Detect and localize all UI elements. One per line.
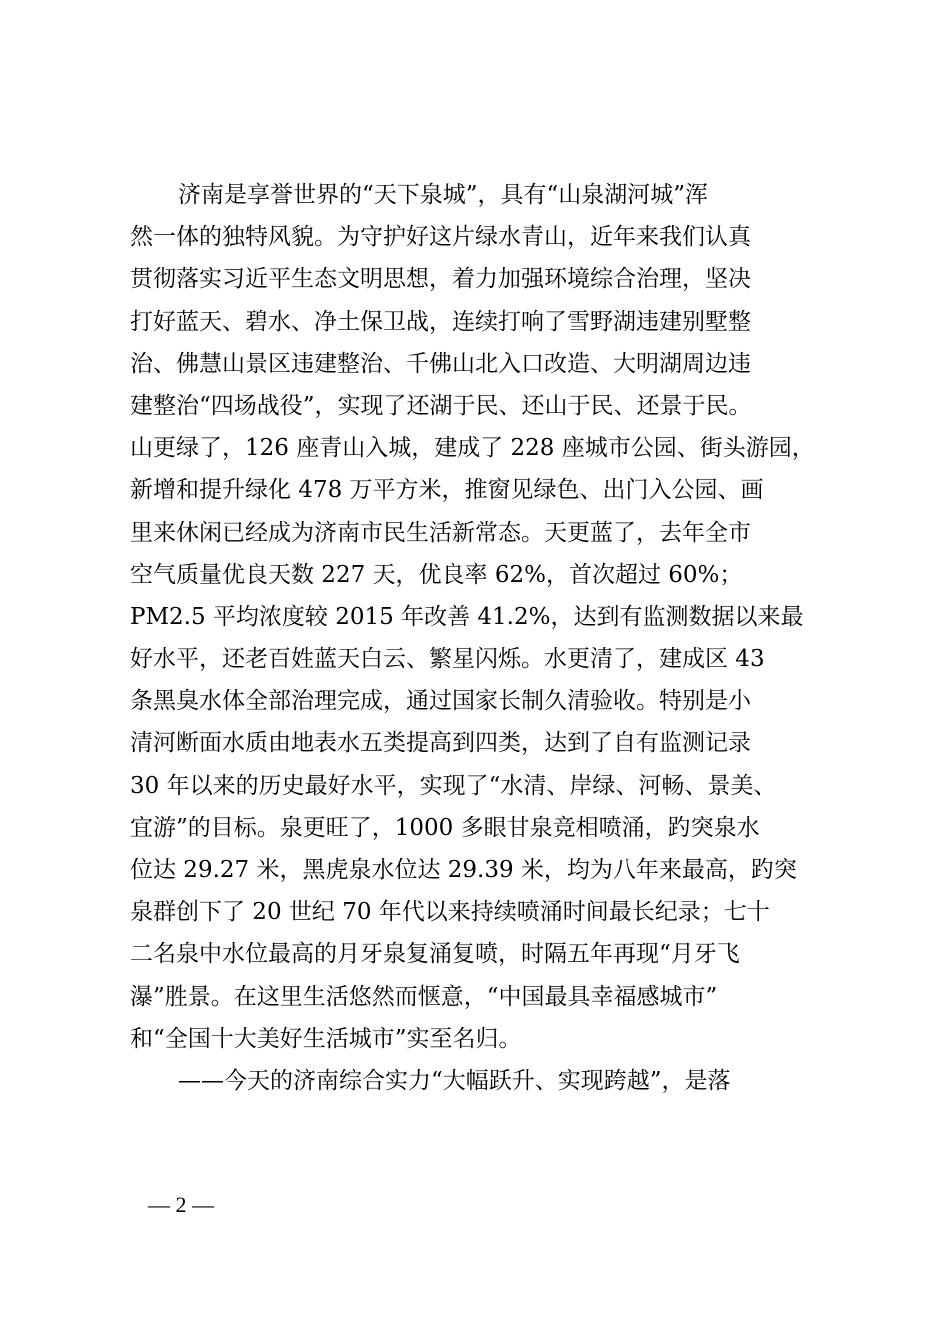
text-line: 好水平，还老百姓蓝天白云、繁星闪烁。水更清了，建成区 43	[130, 646, 765, 673]
text-line: 瀑”胜景。在这里生活悠然而惬意，“中国最具幸福感城市”	[130, 983, 718, 1010]
text-line: 宜游”的目标。泉更旺了，1000 多眼甘泉竞相喷涌，趵突泉水	[130, 814, 760, 841]
text-line: 和“全国十大美好生活城市”实至名归。	[130, 1025, 522, 1052]
text-line: 山更绿了，126 座青山入城，建成了 228 座城市公园、街头游园，	[130, 435, 815, 462]
text-line: 清河断面水质由地表水五类提高到四类，达到了自有监测记录	[130, 730, 751, 757]
text-line: 位达 29.27 米，黑虎泉水位达 29.39 米，均为八年来最高，趵突	[130, 857, 797, 883]
text-line: 新增和提升绿化 478 万平方米，推窗见绿色、出门入公园、画	[130, 477, 764, 504]
body-text	[130, 174, 850, 1102]
text-line: 建整治“四场战役”，实现了还湖于民、还山于民、还景于民。	[130, 392, 752, 419]
text-line: 济南是享誉世界的“天下泉城”，具有“山泉湖河城”浑	[178, 182, 709, 208]
text-line: 空气质量优良天数 227 天，优良率 62%，首次超过 60%；	[130, 561, 743, 588]
text-line: 贯彻落实习近平生态文明思想，着力加强环境综合治理，坚决	[130, 266, 751, 293]
text-line: 治、佛慧山景区违建整治、千佛山北入口改造、大明湖周边违	[130, 350, 751, 377]
text-line: 二名泉中水位最高的月牙泉复涌复喷，时隔五年再现“月牙飞	[130, 941, 740, 968]
text-line: 打好蓝天、碧水、净土保卫战，连续打响了雪野湖违建别墅整	[130, 308, 751, 335]
text-line: 里来休闲已经成为济南市民生活新常态。天更蓝了，去年全市	[130, 519, 751, 546]
text-line: PM2.5 平均浓度较 2015 年改善 41.2%，达到有监测数据以来最	[130, 603, 804, 630]
text-line: 然一体的独特风貌。为守护好这片绿水青山，近年来我们认真	[130, 224, 751, 251]
text-line: 30 年以来的历史最好水平，实现了“水清、岸绿、河畅、景美、	[130, 772, 777, 799]
text-line: ——今天的济南综合实力“大幅跃升、实现跨越”，是落	[178, 1067, 731, 1094]
text-line: 条黑臭水体全部治理完成，通过国家长制久清验收。特别是小	[130, 688, 751, 715]
page-number: — 2 —	[148, 1192, 214, 1217]
text-line: 泉群创下了 20 世纪 70 年代以来持续喷涌时间最长纪录；七十	[130, 899, 770, 926]
